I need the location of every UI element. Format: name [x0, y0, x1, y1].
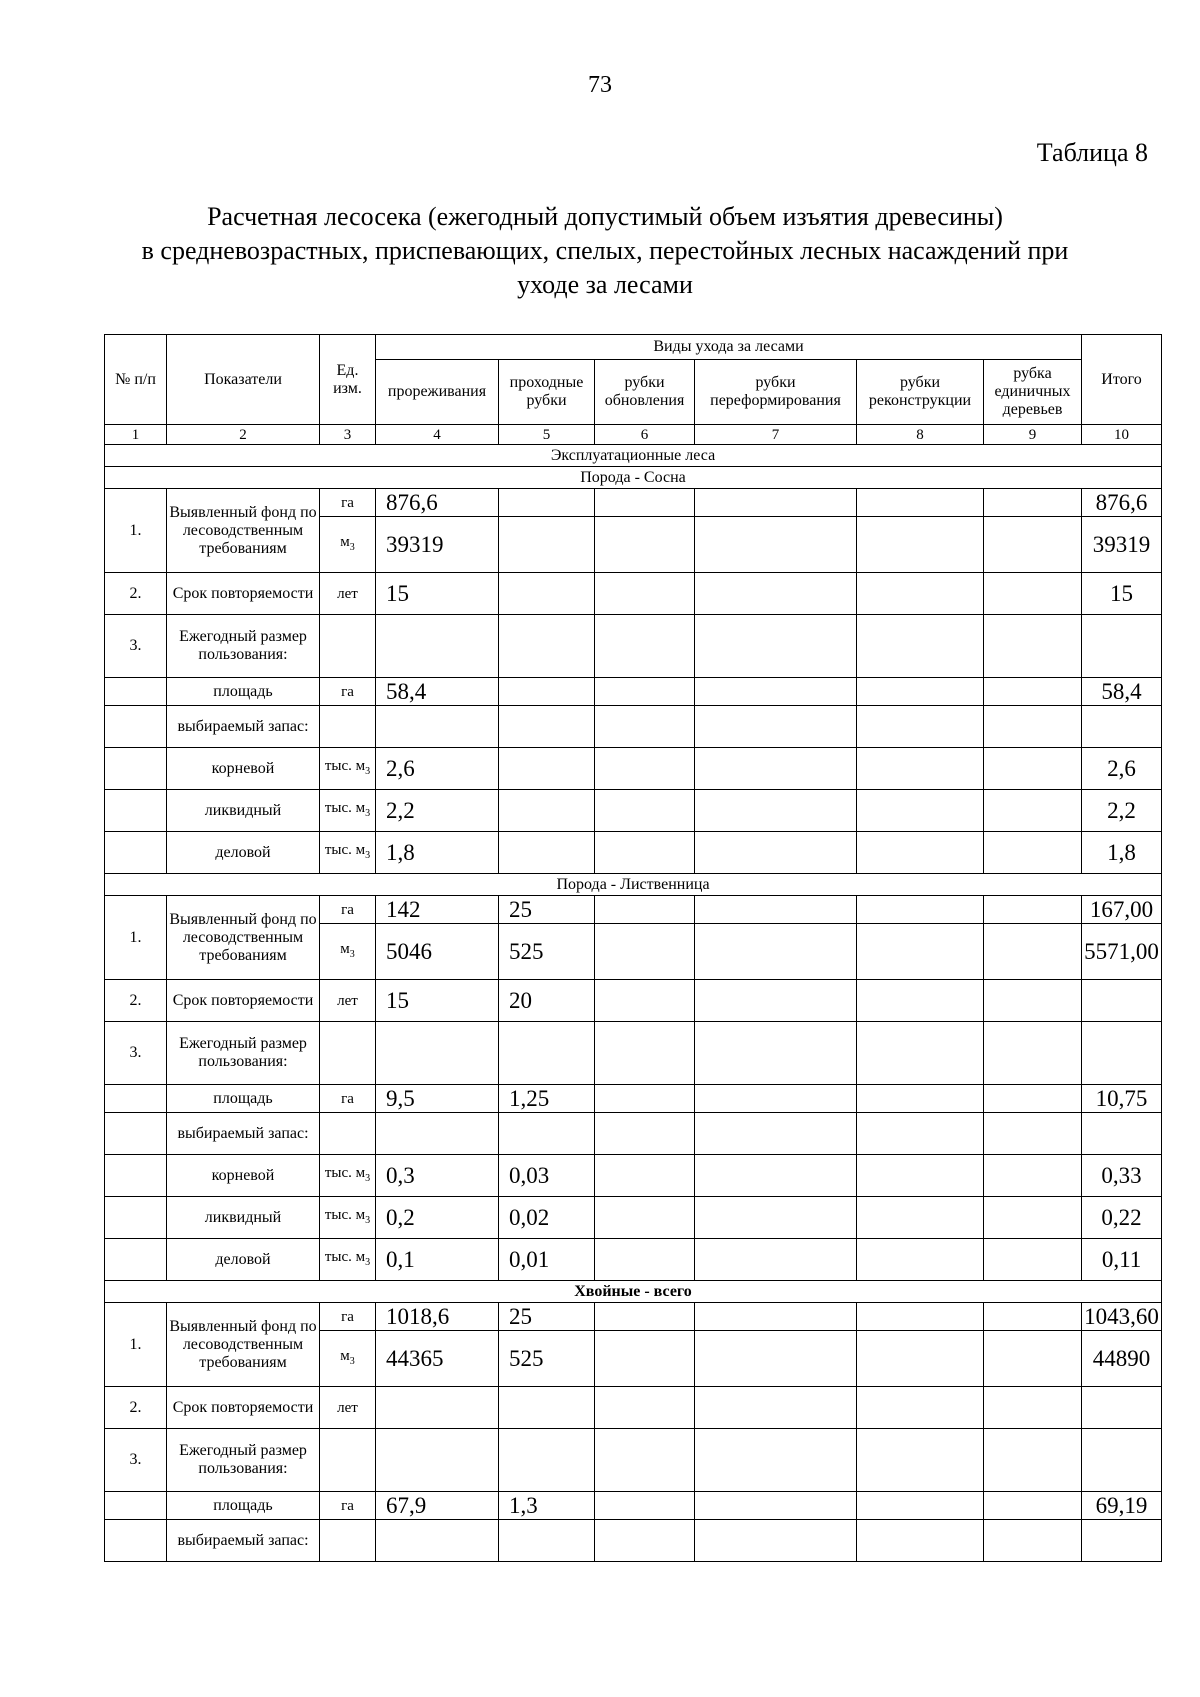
- indicator-annual: Ежегодный размер пользования:: [167, 615, 320, 678]
- indicator-period: Срок повторяемости: [167, 1387, 320, 1429]
- row-number: 1.: [105, 1303, 167, 1387]
- larch-root-total: 0,33: [1082, 1155, 1162, 1197]
- header-care-types: Виды ухода за лесами: [376, 335, 1082, 360]
- larch-fund-m3-thinning: 5046: [376, 924, 499, 980]
- pine-fund-m3-passage: [499, 517, 595, 573]
- unit-m3: $м_3$: [320, 1331, 376, 1387]
- unit-ha: га: [320, 678, 376, 706]
- unit-thousand-m3: тыс. $м_3$: [320, 1239, 376, 1281]
- conifers-area-total: 69,19: [1082, 1492, 1162, 1520]
- indicator-fund: Выявленный фонд по лесоводственным требованиям: [167, 1303, 320, 1387]
- indicator-area: площадь: [167, 678, 320, 706]
- pine-business-thinning: 1,8: [376, 832, 499, 874]
- header-reconstruction-cutting: рубки реконструкции: [857, 360, 984, 425]
- pine-business-total: 1,8: [1082, 832, 1162, 874]
- indicator-business: деловой: [167, 1239, 320, 1281]
- row-number: 2.: [105, 980, 167, 1022]
- header-thinning: прореживания: [376, 360, 499, 425]
- header-num: № п/п: [105, 335, 167, 425]
- pine-fund-m3-thinning: 39319: [376, 517, 499, 573]
- indicator-period: Срок повторяемости: [167, 980, 320, 1022]
- larch-liquid-passage: 0,02: [499, 1197, 595, 1239]
- unit-ha: га: [320, 1492, 376, 1520]
- pine-period-total: 15: [1082, 573, 1162, 615]
- row-number: 3.: [105, 615, 167, 678]
- indicator-annual: Ежегодный размер пользования:: [167, 1429, 320, 1492]
- pine-area-thinning: 58,4: [376, 678, 499, 706]
- unit-years: лет: [320, 573, 376, 615]
- unit-thousand-m3: тыс. $м_3$: [320, 832, 376, 874]
- pine-liquid-total: 2,2: [1082, 790, 1162, 832]
- larch-liquid-total: 0,22: [1082, 1197, 1162, 1239]
- pine-area-total: 58,4: [1082, 678, 1162, 706]
- row-number: 1.: [105, 896, 167, 980]
- page-number: 73: [588, 72, 612, 98]
- larch-fund-m3-passage: 525: [499, 924, 595, 980]
- row-number: 2.: [105, 573, 167, 615]
- larch-area-passage: 1,25: [499, 1085, 595, 1113]
- pine-business-passage: [499, 832, 595, 874]
- pine-root-passage: [499, 748, 595, 790]
- larch-liquid-thinning: 0,2: [376, 1197, 499, 1239]
- pine-root-total: 2,6: [1082, 748, 1162, 790]
- col-number: 1: [105, 425, 167, 445]
- section-larch: Порода - Лиственница: [105, 874, 1162, 896]
- indicator-stock: выбираемый запас:: [167, 1520, 320, 1562]
- larch-area-thinning: 9,5: [376, 1085, 499, 1113]
- col-number: 7: [695, 425, 857, 445]
- conifers-fund-ha-total: 1043,60: [1082, 1303, 1162, 1331]
- conifers-area-passage: 1,3: [499, 1492, 595, 1520]
- larch-business-passage: 0,01: [499, 1239, 595, 1281]
- unit-ha: га: [320, 896, 376, 924]
- larch-fund-ha-passage: 25: [499, 896, 595, 924]
- indicator-area: площадь: [167, 1492, 320, 1520]
- larch-area-total: 10,75: [1082, 1085, 1162, 1113]
- header-single-tree-cutting: рубка единичных деревьев: [984, 360, 1082, 425]
- indicator-root: корневой: [167, 748, 320, 790]
- table-label: Таблица 8: [1036, 138, 1148, 167]
- indicator-period: Срок повторяемости: [167, 573, 320, 615]
- larch-fund-ha-total: 167,00: [1082, 896, 1162, 924]
- pine-liquid-passage: [499, 790, 595, 832]
- title-line-2: в средневозрастных, приспевающих, спелых, перестойных лесных насаждений при: [141, 236, 1069, 265]
- indicator-liquid: ликвидный: [167, 1197, 320, 1239]
- unit-thousand-m3: тыс. $м_3$: [320, 1197, 376, 1239]
- row-number: 3.: [105, 1429, 167, 1492]
- unit-years: лет: [320, 980, 376, 1022]
- pine-area-passage: [499, 678, 595, 706]
- larch-business-thinning: 0,1: [376, 1239, 499, 1281]
- col-number: 5: [499, 425, 595, 445]
- unit-m3: $м_3$: [320, 517, 376, 573]
- conifers-fund-ha-thinning: 1018,6: [376, 1303, 499, 1331]
- indicator-area: площадь: [167, 1085, 320, 1113]
- larch-fund-ha-thinning: 142: [376, 896, 499, 924]
- document-title: [80, 200, 1130, 302]
- row-number: 2.: [105, 1387, 167, 1429]
- larch-fund-m3-total: 5571,00: [1082, 924, 1162, 980]
- row-number: 1.: [105, 489, 167, 573]
- indicator-fund: Выявленный фонд по лесоводственным требованиям: [167, 896, 320, 980]
- pine-liquid-thinning: 2,2: [376, 790, 499, 832]
- col-number: 10: [1082, 425, 1162, 445]
- header-unit: Ед. изм.: [320, 335, 376, 425]
- pine-fund-ha-passage: [499, 489, 595, 517]
- pine-fund-m3-total: 39319: [1082, 517, 1162, 573]
- larch-period-thinning: 15: [376, 980, 499, 1022]
- header-total: Итого: [1082, 335, 1162, 425]
- indicator-business: деловой: [167, 832, 320, 874]
- header-passage-cutting: проходные рубки: [499, 360, 595, 425]
- larch-period-passage: 20: [499, 980, 595, 1022]
- col-number: 6: [595, 425, 695, 445]
- row-number: 3.: [105, 1022, 167, 1085]
- title-line-1: Расчетная лесосека (ежегодный допустимый объем изъятия древесины): [207, 202, 1003, 231]
- larch-business-total: 0,11: [1082, 1239, 1162, 1281]
- unit-ha: га: [320, 489, 376, 517]
- unit-thousand-m3: тыс. $м_3$: [320, 1155, 376, 1197]
- unit-thousand-m3: тыс. $м_3$: [320, 790, 376, 832]
- unit-m3: $м_3$: [320, 924, 376, 980]
- pine-root-thinning: 2,6: [376, 748, 499, 790]
- indicator-fund: Выявленный фонд по лесоводственным требованиям: [167, 489, 320, 573]
- conifers-area-thinning: 67,9: [376, 1492, 499, 1520]
- unit-ha: га: [320, 1303, 376, 1331]
- section-exploitation-forests: Эксплуатационные леса: [105, 445, 1162, 467]
- col-number: 2: [167, 425, 320, 445]
- col-number: 4: [376, 425, 499, 445]
- col-number: 8: [857, 425, 984, 445]
- indicator-stock: выбираемый запас:: [167, 1113, 320, 1155]
- pine-period-thinning: 15: [376, 573, 499, 615]
- title-line-3: уходе за лесами: [517, 270, 693, 299]
- col-number: 9: [984, 425, 1082, 445]
- indicator-stock: выбираемый запас:: [167, 706, 320, 748]
- pine-period-passage: [499, 573, 595, 615]
- pine-fund-ha-thinning: 876,6: [376, 489, 499, 517]
- conifers-fund-m3-total: 44890: [1082, 1331, 1162, 1387]
- header-indicators: Показатели: [167, 335, 320, 425]
- larch-period-total: [1082, 980, 1162, 1022]
- header-reformation-cutting: рубки переформирования: [695, 360, 857, 425]
- pine-fund-ha-total: 876,6: [1082, 489, 1162, 517]
- indicator-root: корневой: [167, 1155, 320, 1197]
- col-number: 3: [320, 425, 376, 445]
- header-renewal-cutting: рубки обновления: [595, 360, 695, 425]
- conifers-fund-ha-passage: 25: [499, 1303, 595, 1331]
- harvest-table: [104, 334, 1162, 1562]
- unit-thousand-m3: тыс. $м_3$: [320, 748, 376, 790]
- section-pine: Порода - Сосна: [105, 467, 1162, 489]
- conifers-fund-m3-thinning: 44365: [376, 1331, 499, 1387]
- unit-years: лет: [320, 1387, 376, 1429]
- larch-root-passage: 0,03: [499, 1155, 595, 1197]
- conifers-fund-m3-passage: 525: [499, 1331, 595, 1387]
- larch-root-thinning: 0,3: [376, 1155, 499, 1197]
- section-conifers-total: Хвойные - всего: [105, 1281, 1162, 1303]
- indicator-liquid: ликвидный: [167, 790, 320, 832]
- unit-ha: га: [320, 1085, 376, 1113]
- indicator-annual: Ежегодный размер пользования:: [167, 1022, 320, 1085]
